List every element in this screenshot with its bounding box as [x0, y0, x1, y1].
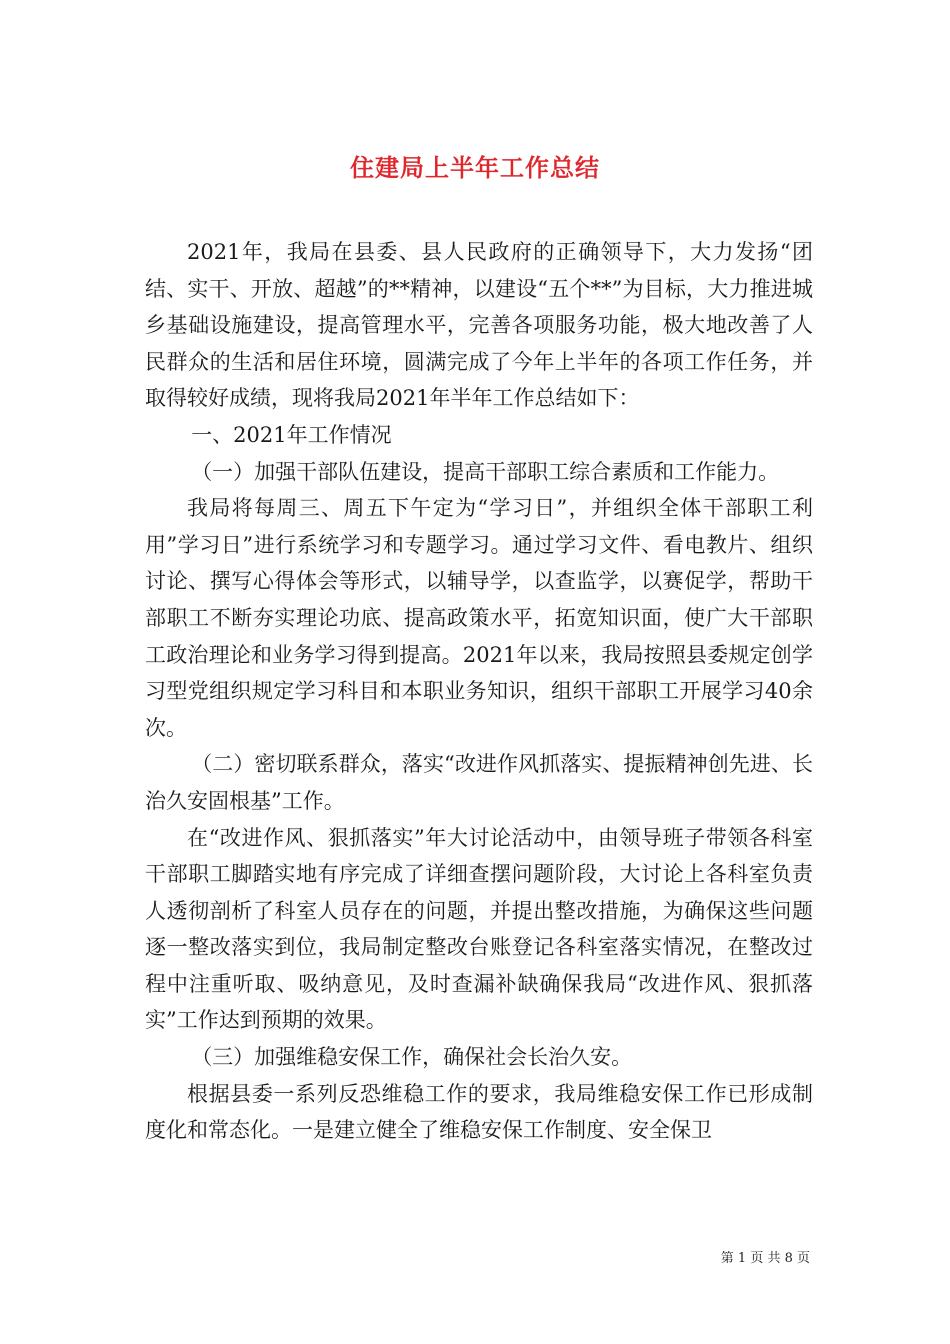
paragraph-stability: 根据县委一系列反恐维稳工作的要求，我局维稳安保工作已形成制度化和常态化。一是建立健全了维稳安保工作制度、安全保卫	[145, 1081, 813, 1143]
paragraph-style-improvement: 在“改进作风、狠抓落实”年大讨论活动中，由领导班子带领各科室干部职工脚踏实地有序完成了详细查摆问题阶段，大讨论上各科室负责人透彻剖析了科室人员存在的问题，并提出整改措施，为确保这些问题逐一整改落实到位，我局制定整改台账登记各科室落实情况，在整改过程中注重听取、吸纳意见，及时查漏补缺确保我局“改进作风、狠抓落实”工作达到预期的效果。	[145, 825, 813, 1033]
subsection-heading-2: （二）密切联系群众，落实“改进作风抓落实、提振精神创先进、长治久安固根基”工作。	[145, 752, 813, 813]
paragraph-study: 我局将每周三、周五下午定为“学习日”，并组织全体干部职工利用”学习日”进行系统学习和专题学习。通过学习文件、看电教片、组织讨论、撰写心得体会等形式，以辅导学，以查监学，以赛促学，帮助干部职工不断夯实理论功底、提高政策水平，拓宽知识面，使广大干部职工政治理论和业务学习得到提高。2021年以来，我局按照县委规定创学习型党组织规定学习科目和本职业务知识，组织干部职工开展学习40余次。	[145, 496, 813, 740]
paragraph-intro: 2021年，我局在县委、县人民政府的正确领导下，大力发扬“团结、实干、开放、超越”的**精神，以建设“五个**”为目标，大力推进城乡基础设施建设，提高管理水平，完善各项服务功能，极大地改善了人民群众的生活和居住环境，圆满完成了今年上半年的各项工作任务，并取得较好成绩，现将我局2021年半年工作总结如下：	[145, 240, 813, 411]
subsection-heading-1: （一）加强干部队伍建设，提高干部职工综合素质和工作能力。	[191, 459, 780, 484]
document-body	[145, 234, 813, 1149]
page-number: 第 1 页 共 8 页	[720, 1251, 810, 1266]
section-heading-1: 一、2021年工作情况	[191, 422, 392, 447]
subsection-heading-3: （三）加强维稳安保工作，确保社会长治久安。	[191, 1045, 633, 1070]
document-title: 住建局上半年工作总结	[350, 154, 600, 183]
